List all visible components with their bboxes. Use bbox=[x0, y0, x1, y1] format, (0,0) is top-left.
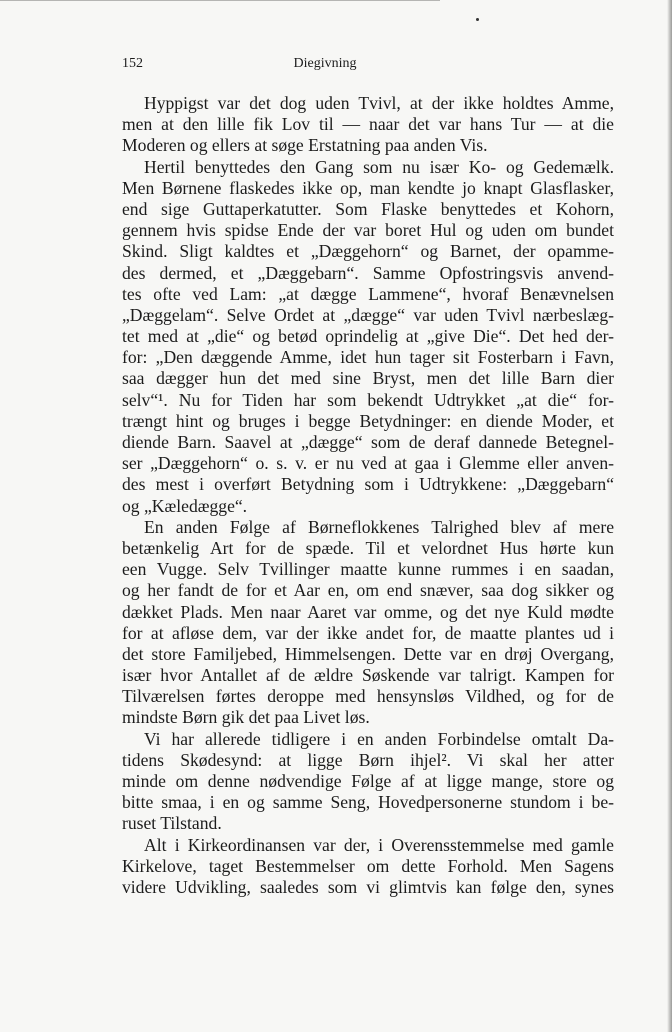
text-line: saa dægger hun det med sine Bryst, men det lille Barn dier bbox=[122, 368, 614, 389]
text-line: Tilværelsen førtes deroppe med hensynsløs Vildhed, og for de bbox=[122, 686, 614, 707]
text-line: Alt i Kirkeordinansen var der, i Overensstemmelse med gamle bbox=[144, 834, 614, 855]
text-line: trængt hint og bruges i begge Betydninger: en diende Moder, et bbox=[122, 410, 614, 431]
top-scan-rule bbox=[0, 0, 440, 1]
scan-speck bbox=[476, 18, 479, 21]
text-line: des dermed, et „Dæggebarn“. Samme Opfostringsvis anvend- bbox=[122, 262, 614, 283]
text-line: Moderen og ellers at søge Erstatning paa anden Vis. bbox=[122, 135, 488, 156]
text-line: dækket Plads. Men naar Aaret var omme, og det nye Kuld mødte bbox=[122, 601, 614, 622]
text-line: Kirkelove, taget Bestemmelser om dette Forhold. Men Sagens bbox=[122, 855, 614, 876]
text-line: end sige Guttaperkatutter. Som Flaske benyttedes et Kohorn, bbox=[122, 198, 614, 219]
text-line: betænkelig Art for de spæde. Til et velordnet Hus hørte kun bbox=[122, 537, 614, 558]
text-line: især hvor Antallet af de ældre Søskende var talrigt. Kampen for bbox=[122, 665, 614, 686]
text-line: Hyppigst var det dog uden Tvivl, at der ikke holdtes Amme, bbox=[144, 93, 614, 113]
text-line: selv“¹. Nu for Tiden har som bekendt Udtrykket „at die“ for- bbox=[122, 389, 614, 410]
text-line: for at afløse dem, var der ikke andet for, de maatte plantes ud i bbox=[122, 622, 614, 643]
text-line: diende Barn. Saavel at „dægge“ som de deraf dannede Betegnel- bbox=[122, 432, 614, 452]
running-title: Diegivning bbox=[293, 56, 357, 71]
text-line: mindste Børn gik det paa Livet løs. bbox=[122, 707, 370, 728]
page-header bbox=[122, 56, 528, 74]
text-line: gennem hvis spidse Ende der var boret Hul og uden om bundet bbox=[122, 220, 614, 241]
text-line: tet med at „die“ og betød oprindelig at „give Die“. Det hed der- bbox=[122, 326, 614, 347]
text-line: for: „Den dæggende Amme, idet hun tager sit Fosterbarn i Favn, bbox=[122, 347, 614, 368]
text-line: „Dæggelam“. Selve Ordet at „dægge“ var uden Tvivl nærbeslæg- bbox=[122, 304, 614, 325]
text-line: og „Kæledægge“. bbox=[122, 495, 248, 516]
text-line: des mest i overført Betydning som i Udtrykkene: „Dæggebarn“ bbox=[122, 474, 614, 495]
text-line: videre Udvikling, saaledes som vi glimtvis kan følge den, synes bbox=[122, 876, 614, 897]
text-line: Hertil benyttedes den Gang som nu især Ko- og Gedemælk. bbox=[144, 156, 614, 177]
text-line: bitte smaa, i en og samme Seng, Hovedpersonerne stundom i be- bbox=[122, 792, 614, 813]
text-line: men at den lille fik Lov til — naar det var hans Tur — at die bbox=[122, 114, 614, 135]
body-text bbox=[122, 93, 614, 898]
text-line: tes ofte ved Lam: „at dægge Lammene“, hvoraf Benævnelsen bbox=[122, 283, 614, 304]
page-edge-shadow bbox=[667, 0, 672, 1032]
text-line: Skind. Sligt kaldtes et „Dæggehorn“ og Barnet, der opamme- bbox=[122, 241, 614, 262]
text-line: minde om denne nødvendige Følge af at ligge mange, store og bbox=[122, 771, 614, 791]
text-line: een Vugge. Selv Tvillinger maatte kunne rummes i en saadan, bbox=[122, 559, 614, 580]
page-number: 152 bbox=[122, 56, 143, 71]
text-line: ruset Tilstand. bbox=[122, 813, 222, 834]
text-line: det store Familjebed, Himmelsengen. Dette var en drøj Overgang, bbox=[122, 643, 614, 664]
text-line: ser „Dæggehorn“ o. s. v. er nu ved at gaa i Glemme eller anven- bbox=[122, 453, 614, 474]
text-line: En anden Følge af Børneflokkenes Talrighed blev af mere bbox=[144, 516, 614, 537]
text-line: Vi har allerede tidligere i en anden Forbindelse omtalt Da- bbox=[144, 728, 614, 749]
text-line: Men Børnene flaskedes ikke op, man kendte jo knapt Glasflasker, bbox=[122, 177, 614, 198]
text-line: tidens Skødesynd: at ligge Børn ihjel². Vi skal her atter bbox=[122, 749, 614, 770]
text-line: og her fandt de for et Aar en, om end snæver, saa dog sikker og bbox=[122, 580, 614, 601]
